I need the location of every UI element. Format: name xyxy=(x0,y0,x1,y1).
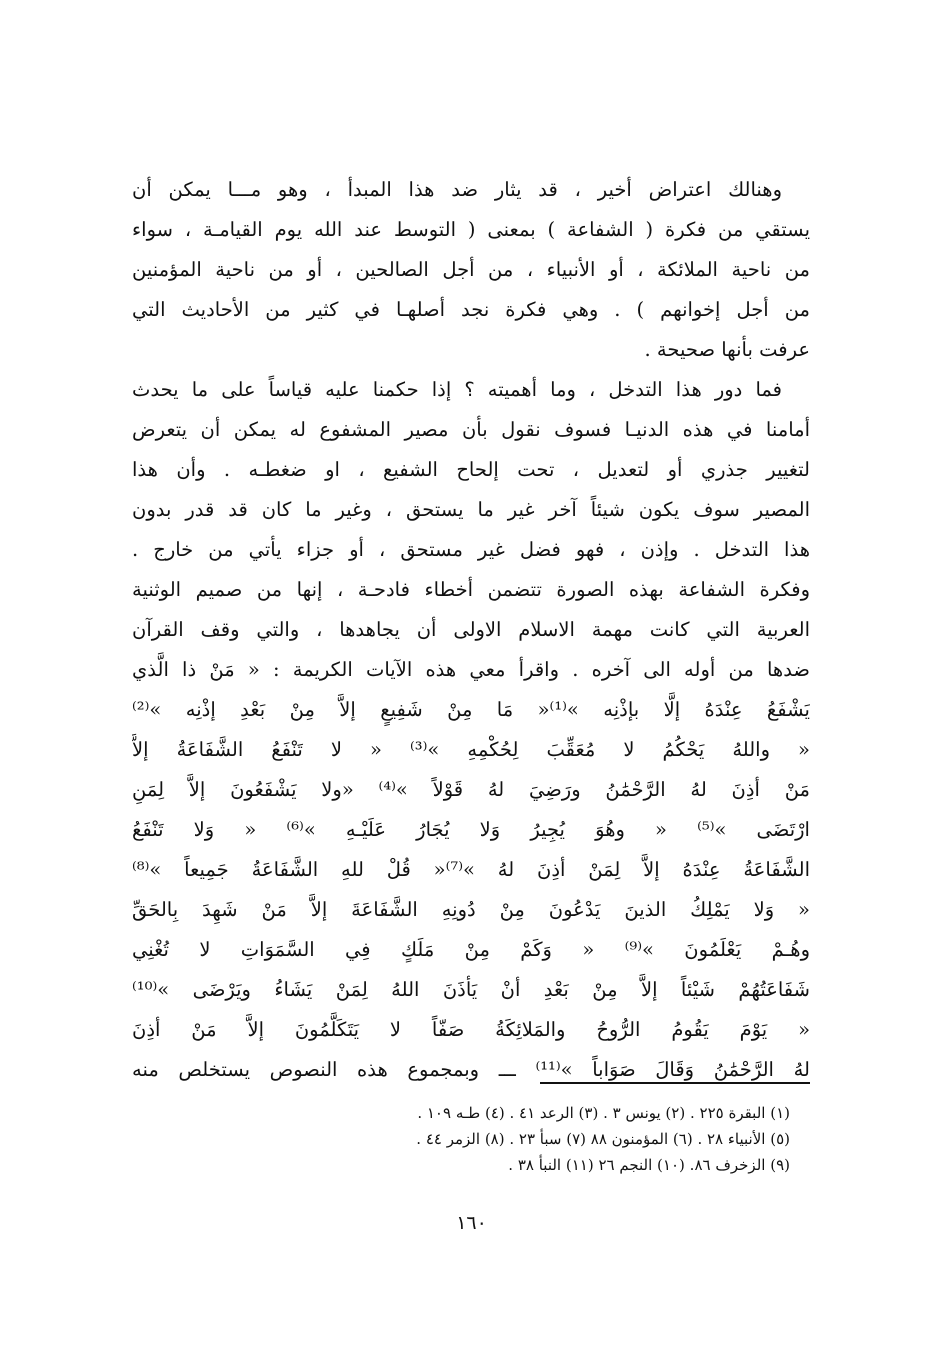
text-line: المصير سوف يكون شيئاً آخر غير ما يستحق ، وغير ما كان قد قدر بدون xyxy=(132,498,810,521)
footnote-line: (٥) الأنبياء ٢٨ . (٦) المؤمنون ٨٨ (٧) سبأ ٢٣ . (٨) الزمر ٤٤ . xyxy=(416,1130,790,1148)
text-line: لهُ الرَّحْمَٰنُ وَقَالَ صَوَاباً »⁽¹¹⁾ ـــ وبمجموع هذه النصوص يستخلص منه xyxy=(132,1058,810,1081)
text-line: شَفَاعَتُهُمْ شَيْئاً إلاَّ مِنْ بَعْدِ أنْ يَأذَنَ اللهُ لِمَنْ يَشَاءُ ويَرْضَى »⁽¹⁰⁾ xyxy=(132,978,810,1001)
text-line: هذا التدخل . وإذن ، فهو فضل غير مستحق ، أو جزاء يأتي من خارج . xyxy=(132,538,810,561)
text-line: العربية التي كانت مهمة الاسلام الاولى أن يجاهدها ، والتي وقف القرآن xyxy=(132,618,810,641)
text-line: أمامنا في هذه الدنيـا فسوف نقول بأن مصير المشفوع له يمكن أن يتعرض xyxy=(132,418,810,441)
text-line: وهنالك اعتراض أخير ، قد يثار ضد هذا المبدأ ، وهو مـــا يمكن أن xyxy=(132,178,782,201)
text-line: يستقي من فكرة ( الشفاعة ) بمعنى ( التوسط عند الله يوم القيامـة ، سواء xyxy=(132,218,810,241)
footnotes xyxy=(140,1100,790,1178)
text-line: ضدها من أوله الى آخره . واقرأ معي هذه الآيات الكريمة : « مَنْ ذا الَّذي xyxy=(132,658,810,681)
text-line: « وَلا يَمْلِكُ الذينَ يَدْعُونَ مِنْ دُونِهِ الشَّفَاعَةَ إلاَّ مَنْ شَهِدَ بِالحَقِّ xyxy=(132,898,810,921)
text-line: « واللهُ يَحْكُمُ لا مُعَقِّبَ لِحُكْمِهِ »⁽³⁾ « لا تَنْفَعُ الشَّفَاعَةُ إلاَّ xyxy=(132,738,810,761)
text-line: الشَّفَاعَةُ عِنْدَهُ إلاَّ لِمَنْ أذِنَ لهُ »⁽⁷⁾« قُلْ للهِ الشَّفَاعَةُ جَمِيعاً »⁽⁸⁾ xyxy=(132,858,810,881)
footnote-separator xyxy=(540,1082,810,1084)
text-line: يَشْفَعُ عِنْدَهُ إلَّا بإذْنِه »⁽¹⁾« مَا مِنْ شَفِيعٍ إلاَّ مِنْ بَعْدِ إذْنِه »⁽²⁾ xyxy=(132,698,810,721)
text-line: وفكرة الشفاعة بهذه الصورة تتضمن أخطاء فادحـة ، إنها من صميم الوثنية xyxy=(132,578,810,601)
text-line: « يَوْمَ يَقُومُ الرُّوحُ والمَلائِكَةُ صَفّاً لا يَتَكَلَّمُونَ إلاَّ مَنْ أذِنَ xyxy=(132,1018,810,1041)
text-line: من ناحية الملائكة ، أو الأنبياء ، من أجل الصالحين ، أو من ناحية المؤمنين xyxy=(132,258,810,281)
text-line: لتغيير جذري أو لتعديل ، تحت إلحاح الشفيع ، او ضغطـه . وأن هذا xyxy=(132,458,810,481)
text-line: وهُـمْ يَعْلَمُونَ »⁽⁹⁾ « وَكَمْ مِنْ مَلَكٍ فِي السَّمَوَاتِ لا تُغْنِي xyxy=(132,938,810,961)
text-line: فما دور هذا التدخل ، وما أهميته ؟ إذا حكمنا عليه قياساً على ما يحدث xyxy=(132,378,782,401)
text-line: مَنْ أذِنَ لهُ الرَّحْمَٰنُ ورَضِيَ لهُ قَوْلاً »⁽⁴⁾ «ولا يَشْفَعُونَ إلاَّ لِمَنِ xyxy=(132,778,810,801)
text-line: من أجل إخوانهم ) . وهي فكرة نجد أصلهـا في كثير من الأحاديث التي xyxy=(132,298,810,321)
text-line: ارْتَضَى »⁽⁵⁾ « وهُوَ يُجِيرُ وَلا يُجَارُ عَلَيْـهِ »⁽⁶⁾ « وَلا تَنْفَعُ xyxy=(132,818,810,841)
page-number: ١٦٠ xyxy=(456,1212,487,1234)
footnote-line: (١) البقرة ٢٢٥ . (٢) يونس ٣ . (٣) الرعد ٤١ . (٤) طـه ١٠٩ . xyxy=(417,1104,790,1122)
text-line: عرفت بأنها صحيحة . xyxy=(644,338,810,361)
body-text xyxy=(132,170,810,1090)
footnote-line: (٩) الزخرف ٨٦. (١٠) النجم ٢٦ (١١) النبأ ٣٨ . xyxy=(508,1156,790,1174)
